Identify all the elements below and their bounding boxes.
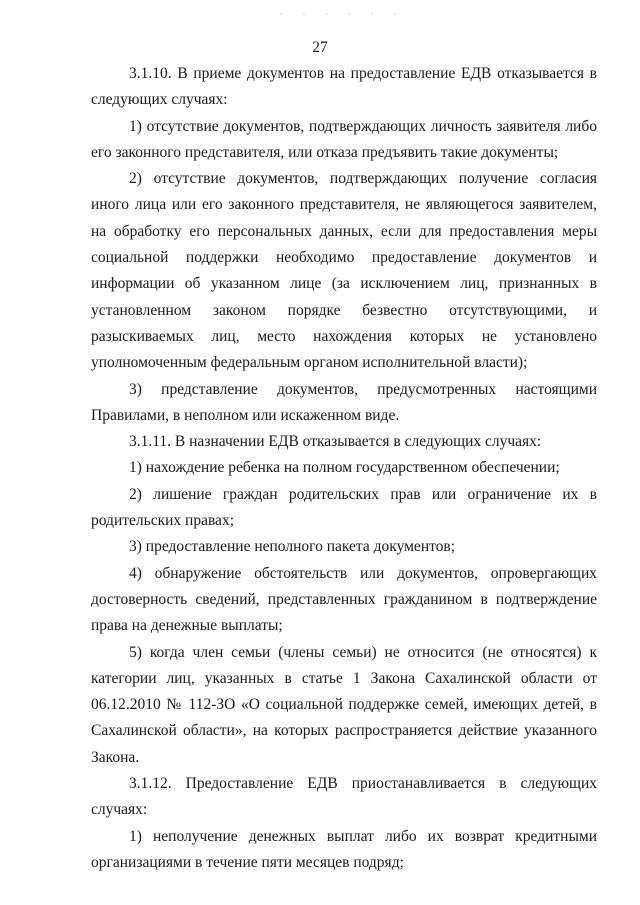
paragraph-3-1-11-item-1: 1) нахождение ребенка на полном государственном обеспечении;	[129, 459, 560, 477]
paragraph-3-1-10-item-2: 2) отсутствие документов, подтверждающих получение согласия иного лица или его законного представителя, не являющегося заявителем, на обработку его персональных данных, если для предоставления меры социальной поддержки необходимо предоставление документов и информации об указанном лице (за исключением лиц, признанных в установленном законом порядке безвестно отсутствующими, и разыскиваемых лиц, место нахождения которых не установлено уполномоченным федеральным органом исполнительной власти);	[91, 170, 597, 372]
scan-artifact: · · · · · ·	[280, 10, 405, 19]
document-body	[91, 61, 597, 876]
paragraph-3-1-11-item-3: 3) предоставление неполного пакета документов;	[129, 538, 456, 556]
paragraph-3-1-11: 3.1.11. В назначении ЕДВ отказывается в следующих случаях:	[129, 433, 542, 451]
paragraph-3-1-11-item-2: 2) лишение граждан родительских прав или ограничение их в родительских правах;	[91, 485, 597, 530]
paragraph-3-1-10-item-3: 3) представление документов, предусмотренных настоящими Правилами, в неполном или искаженном виде.	[91, 380, 597, 424]
paragraph-3-1-12: 3.1.12. Предоставление ЕДВ приостанавливается в следующих случаях:	[91, 775, 597, 819]
paragraph-3-1-11-item-4: 4) обнаружение обстоятельств или документов, опровергающих достоверность сведений, представленных гражданином в подтверждение права на денежные выплаты;	[91, 564, 597, 635]
paragraph-3-1-10: 3.1.10. В приеме документов на предоставление ЕДВ отказывается в следующих случаях:	[91, 65, 597, 109]
paragraph-3-1-12-item-1: 1) неполучение денежных выплат либо их возврат кредитными организациями в течение пяти месяцев подряд;	[91, 827, 597, 871]
page-number: 27	[312, 39, 328, 56]
paragraph-3-1-11-item-5: 5) когда член семьи (члены семьи) не относится (не относятся) к категории лиц, указанных в статье 1 Закона Сахалинской области от 06.12.2010 № 112-ЗО «О социальной поддержке семей, имеющих детей, в Сахалинской области», на которых распространяется действие указанного Закона.	[91, 643, 597, 766]
paragraph-3-1-10-item-1: 1) отсутствие документов, подтверждающих личность заявителя либо его законного представителя, или отказа предъявить такие документы;	[91, 117, 597, 161]
